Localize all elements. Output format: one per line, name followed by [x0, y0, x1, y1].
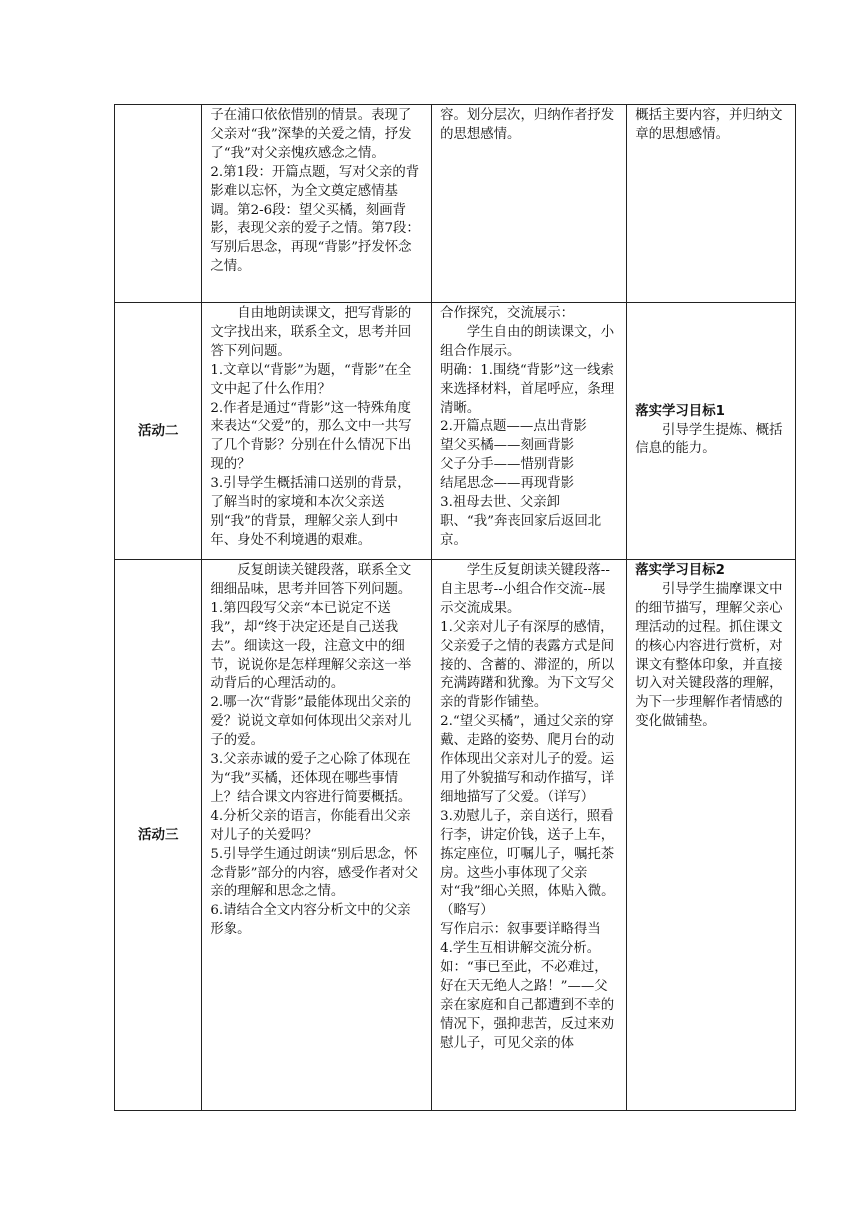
- student-paragraph: 2.“望父买橘”，通过父亲的穿戴、走路的姿势、爬月台的动作体现出父亲对儿子的爱。运用了外貌描写和动作描写，详细地描写了父爱。（详写）: [440, 714, 615, 805]
- teacher-paragraph: 2.哪一次“背影”最能体现出父亲的爱？说说文章如何体现出父亲对儿子的爱。: [210, 695, 412, 749]
- activity-label: [115, 105, 202, 303]
- activity-label: 活动三: [115, 560, 202, 1111]
- goal-title: 落实学习目标1: [635, 403, 725, 419]
- design-intent-cell: [627, 105, 796, 303]
- student-activity-cell: [432, 303, 627, 560]
- student-paragraph: 1.父亲对儿子有深厚的感情，父亲爱子之情的表露方式是间接的、含蓄的、滞涩的，所以充满踌躇和犹豫。为下文写父亲的背影作铺垫。: [440, 619, 615, 711]
- student-activity-cell: [432, 105, 627, 303]
- teacher-paragraph: 4.分析父亲的语言，你能看出父亲对儿子的关爱吗？: [210, 808, 411, 843]
- student-paragraph: 3.祖母去世、父亲卸职、“我”奔丧回家后返回北京。: [440, 495, 602, 548]
- student-paragraph: 学生自由的朗读课文，小组合作展示。: [440, 324, 615, 359]
- student-paragraph: 学生反复朗读关键段落--自主思考--小组合作交流--展示交流成果。: [440, 563, 610, 616]
- teacher-paragraph: 3.父亲赤诚的爱子之心除了体现在为“我”买橘，还体现在哪些事情上？结合课文内容进行简要概括。: [210, 752, 412, 805]
- teacher-paragraph: 反复朗读关键段落，联系全文细细品味，思考并回答下列问题。: [210, 563, 412, 597]
- teacher-paragraph: 5.引导学生通过朗读“别后思念，怀念背影”部分的内容，感受作者对父亲的理解和思念之情。: [210, 846, 419, 900]
- student-paragraph: 4.学生互相讲解交流分析。如：“事已至此，不必难过，好在天无绝人之路！”——父亲在家庭和自己都遭到不幸的情况下，强抑悲苦，反过来劝慰儿子，可见父亲的体: [440, 941, 615, 1051]
- teacher-paragraph: 子在浦口依依惜别的情景。表现了父亲对“我”深挚的关爱之情，抒发了“我”对父亲愧疚感念之情。: [210, 108, 412, 161]
- student-paragraph: 明确：1.围绕“背影”这一线索来选择材料，首尾呼应，条理清晰。: [440, 362, 615, 416]
- teacher-paragraph: 2.第1段：开篇点题，写对父亲的背影难以忘怀，为全文奠定感情基调。第2-6段：望父买橘，刻画背影，表现父亲的爱子之情。第7段：写别后思念，再现“背影”抒发怀念之情。: [210, 164, 420, 275]
- teacher-activity-cell: [202, 105, 432, 303]
- table-row: [115, 303, 796, 560]
- goal-text: 概括主要内容，并归纳文章的思想感情。: [635, 108, 783, 142]
- lesson-plan-table: [114, 104, 796, 1111]
- activity-label: 活动二: [115, 303, 202, 560]
- student-activity-cell: [432, 560, 627, 1111]
- table-row: [115, 105, 796, 303]
- student-paragraph: 2.开篇点题——点出背影: [440, 419, 587, 435]
- teacher-paragraph: 6.请结合全文内容分析文中的父亲形象。: [210, 903, 411, 938]
- teacher-paragraph: 3.引导学生概括浦口送别的背景，了解当时的家境和本次父亲送别“我”的背景，理解父亲人到中年、身处不利境遇的艰难。: [210, 476, 411, 548]
- student-paragraph: 3.劝慰儿子，亲自送行，照看行李，讲定价钱，送子上车，拣定座位，叮嘱儿子，嘱托茶房。这些小事体现了父亲对“我”细心关照，体贴入微。（略写）: [440, 808, 615, 919]
- goal-text: 引导学生揣摩课文中的细节描写，理解父亲心理活动的过程。抓住课文的核心内容进行赏析，对课文有整体印象，并直接切入对关键段落的理解，为下一步理解作者情感的变化做铺垫。: [635, 581, 783, 730]
- table-row: [115, 560, 796, 1111]
- teacher-paragraph: 自由地朗读课文，把写背影的文字找出来，联系全文，思考并回答下列问题。: [210, 306, 412, 359]
- student-paragraph: 父子分手——惜别背影: [440, 457, 575, 473]
- student-paragraph: 容。划分层次，归纳作者抒发的思想感情。: [440, 108, 615, 142]
- goal-text: 引导学生提炼、概括信息的能力。: [635, 422, 783, 457]
- student-paragraph: 合作探究，交流展示：: [440, 306, 575, 321]
- goal-title: 落实学习目标2: [635, 563, 725, 578]
- teacher-paragraph: 1.第四段写父亲“本已说定不送我”，却“终于决定还是自己送我去”。细读这一段，注意文中的细节，说说你是怎样理解父亲这一举动背后的心理活动的。: [210, 600, 412, 692]
- student-paragraph: 望父买橘——刻画背影: [440, 438, 575, 454]
- design-intent-cell: [627, 303, 796, 560]
- student-paragraph: 写作启示：叙事要详略得当: [440, 922, 601, 938]
- design-intent-cell: [627, 560, 796, 1111]
- teacher-activity-cell: [202, 560, 432, 1111]
- teacher-paragraph: 2.作者是通过“背影”这一特殊角度来表达“父爱”的，那么文中一共写了几个背影？分别在什么情况下出现的？: [210, 400, 412, 473]
- teacher-activity-cell: [202, 303, 432, 560]
- student-paragraph: 结尾思念——再现背影: [440, 476, 575, 492]
- teacher-paragraph: 1.文章以“背影”为题，“背影”在全文中起了什么作用？: [210, 362, 412, 397]
